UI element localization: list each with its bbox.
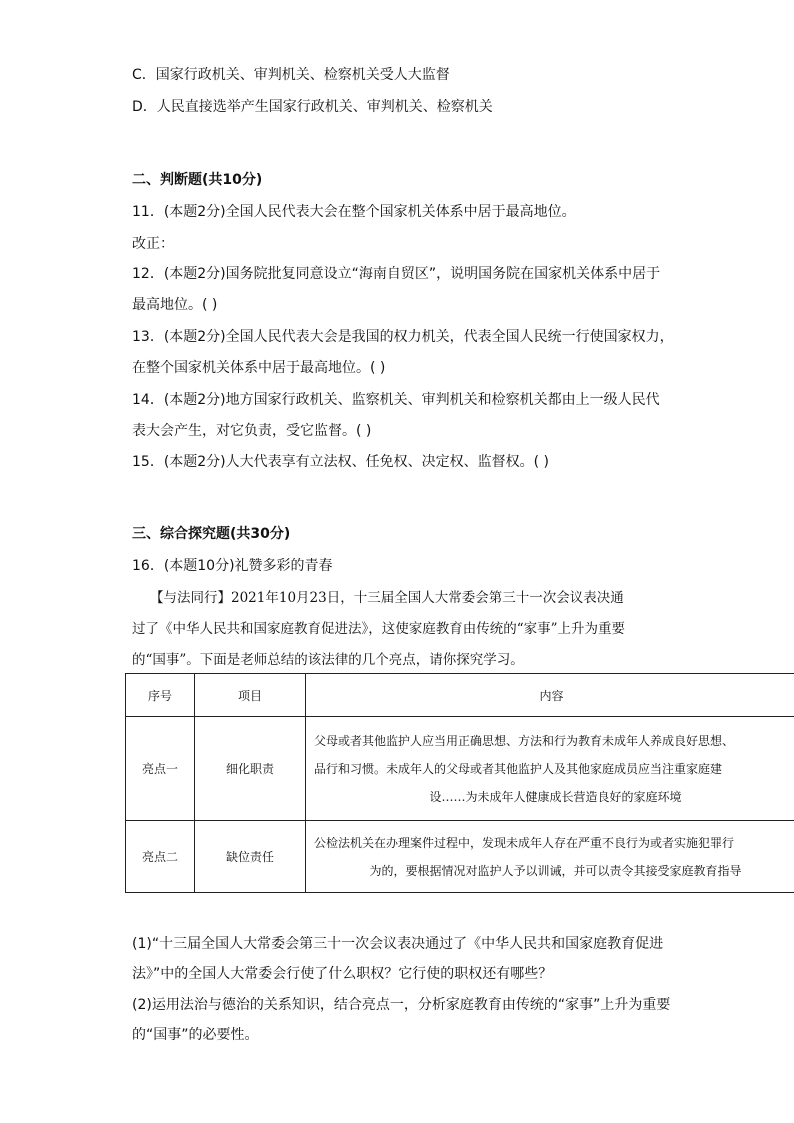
content-line: 设……为未成年人健康成长营造良好的家庭环境	[429, 789, 682, 804]
subquestion-1-line1: (1)“十三届全国人大常委会第三十一次会议表决通过了《中华人民共和国家庭教育促进	[132, 936, 664, 952]
material-line-3: 的“国事”。下面是老师总结的该法律的几个亮点，请你探究学习。	[132, 652, 524, 668]
highlights-table	[125, 673, 794, 893]
option-d: D．人民直接选举产生国家行政机关、审判机关、检察机关	[132, 99, 493, 115]
question-15: 15．(本题2分)人大代表享有立法权、任免权、决定权、监督权。( )	[132, 454, 550, 470]
material-line-2: 过了《中华人民共和国家庭教育促进法》，这使家庭教育由传统的“家事”上升为重要	[132, 621, 626, 637]
material-line-1: 【与法同行】2021年10月23日，十三届全国人大常委会第三十一次会议表决通	[150, 590, 624, 606]
section-heading-judgment: 二、判断题(共10分)	[132, 172, 263, 188]
subquestion-2-line1: (2)运用法治与德治的关系知识，结合亮点一，分析家庭教育由传统的“家事”上升为重要	[132, 997, 671, 1013]
header-number: 序号	[126, 674, 195, 717]
cell-content	[306, 717, 794, 821]
content-line: 父母或者其他监护人应当用正确思想、方法和行为教育未成年人养成良好思想、	[314, 733, 735, 748]
content-line: 公检法机关在办理案件过程中，发现未成年人存在严重不良行为或者实施犯罪行	[314, 835, 735, 850]
content-line: 为的，要根据情况对监护人予以训诫，并可以责令其接受家庭教育指导	[369, 863, 742, 878]
cell-number: 亮点二	[126, 821, 195, 893]
question-11: 11．(本题2分)全国人民代表大会在整个国家机关体系中居于最高地位。	[132, 204, 576, 220]
section-heading-inquiry: 三、综合探究题(共30分)	[132, 526, 291, 542]
question-12-line2: 最高地位。( )	[132, 297, 218, 313]
table-header-row	[126, 674, 794, 717]
question-16-title: 16．(本题10分)礼赞多彩的青春	[132, 558, 333, 574]
question-14-line2: 表大会产生，对它负责，受它监督。( )	[132, 423, 372, 439]
question-12-line1: 12．(本题2分)国务院批复同意设立“海南自贸区”，说明国务院在国家机关体系中居于	[132, 266, 661, 282]
cell-content	[306, 821, 794, 893]
question-11-correction: 改正：	[132, 236, 174, 252]
header-item: 项目	[195, 674, 306, 717]
header-content: 内容	[306, 674, 794, 717]
cell-item: 缺位责任	[195, 821, 306, 893]
subquestion-1-line2: 法》”中的全国人大常委会行使了什么职权？它行使的职权还有哪些？	[132, 966, 553, 982]
question-13-line1: 13．(本题2分)全国人民代表大会是我国的权力机关，代表全国人民统一行使国家权力，	[132, 329, 674, 345]
cell-item: 细化职责	[195, 717, 306, 821]
cell-number: 亮点一	[126, 717, 195, 821]
option-c: C．国家行政机关、审判机关、检察机关受人大监督	[132, 67, 450, 83]
question-13-line2: 在整个国家机关体系中居于最高地位。( )	[132, 360, 386, 376]
table-row	[126, 821, 794, 893]
question-14-line1: 14．(本题2分)地方国家行政机关、监察机关、审判机关和检察机关都由上一级人民代	[132, 392, 660, 408]
table-row	[126, 717, 794, 821]
content-line: 品行和习惯。未成年人的父母或者其他监护人及其他家庭成员应当注重家庭建	[314, 761, 723, 776]
subquestion-2-line2: 的“国事”的必要性。	[132, 1027, 259, 1043]
